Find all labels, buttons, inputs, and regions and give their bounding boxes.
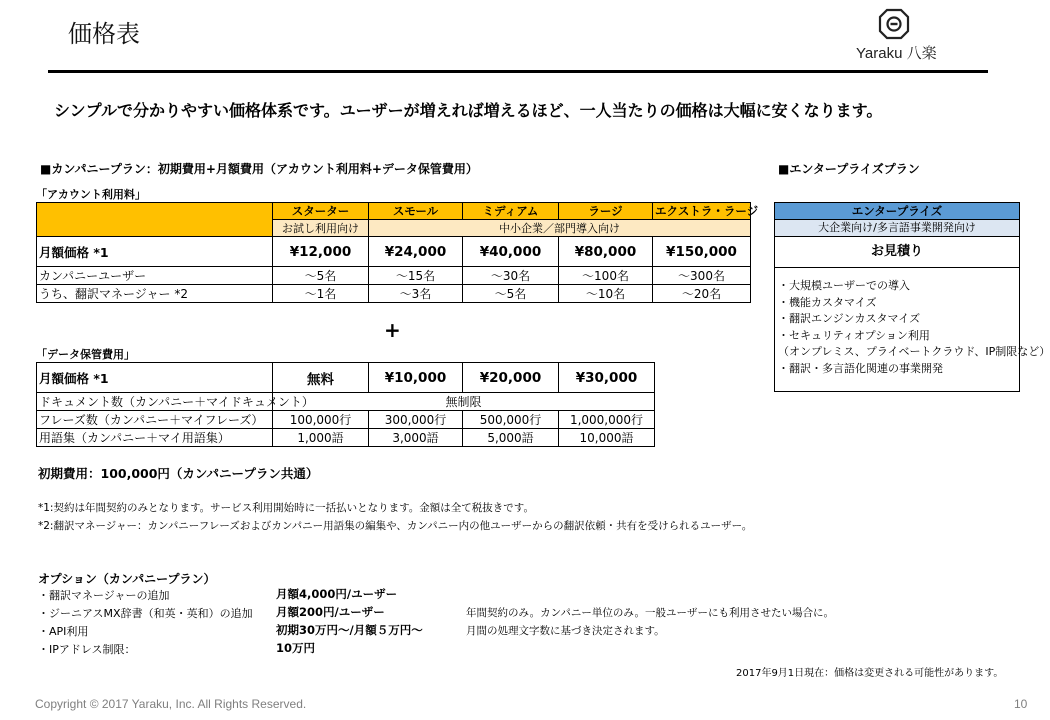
account-fee-table — [36, 202, 759, 303]
page-number: 10 — [1014, 697, 1028, 711]
table-cell: ～1名 — [273, 285, 369, 303]
tier-target: 中小企業／部門導入向け — [369, 220, 751, 237]
header-divider — [48, 70, 988, 73]
table-cell: ～100名 — [559, 267, 653, 285]
table-cell: 5,000語 — [463, 429, 559, 447]
table-cell: ～300名 — [653, 267, 751, 285]
table-cell: ¥80,000 — [559, 237, 653, 267]
option-price: 月額4,000円/ユーザー — [276, 587, 398, 601]
list-item: ・翻訳・多言語化関連の事業開発 — [778, 361, 943, 375]
storage-fee-label: 「データ保管費用」 — [36, 348, 135, 361]
enterprise-feature-list — [775, 268, 1050, 377]
date-note: 2017年9月1日現在：価格は変更される可能性があります。 — [736, 668, 1004, 679]
table-cell: ¥40,000 — [463, 237, 559, 267]
table-cell: 300,000行 — [369, 411, 463, 429]
storage-fee-table — [36, 362, 655, 447]
row-label: 月額価格 *1 — [37, 363, 273, 393]
row-label: ドキュメント数（カンパニー＋マイドキュメント） — [37, 393, 273, 411]
list-item: （オンプレミス、プライベートクラウド、IP制限など） — [778, 345, 1050, 358]
list-item: ・翻訳エンジンカスタマイズ — [778, 312, 921, 325]
option-price: 初期30万円～/月額５万円～ — [276, 623, 423, 637]
enterprise-target: 大企業向け/多言語事業開発向け — [775, 220, 1019, 237]
table-cell: 500,000行 — [463, 411, 559, 429]
copyright-text: Copyright © 2017 Yaraku, Inc. All Rights Reserved. — [35, 697, 307, 711]
table-cell: ¥150,000 — [653, 237, 751, 267]
option-price: 10万円 — [276, 641, 316, 655]
table-cell: ¥10,000 — [369, 363, 463, 393]
table-cell: 3,000語 — [369, 429, 463, 447]
tier-header: ラージ — [559, 203, 653, 220]
tier-header: エクストラ・ラージ — [653, 203, 751, 220]
initial-fee: 初期費用：100,000円（カンパニープラン共通） — [38, 466, 319, 481]
page-title: 価格表 — [68, 20, 140, 48]
table-cell: ～5名 — [273, 267, 369, 285]
footnote: *1:契約は年間契約のみとなります。サービス利用開始時に一括払いとなります。金額は全て税抜きです。 — [38, 502, 534, 514]
option-note: 年間契約のみ。カンパニー単位のみ。一般ユーザーにも利用させたい場合に。 — [466, 607, 835, 619]
table-cell: 10,000語 — [559, 429, 655, 447]
option-name: ・ジーニアスMX辞書（和英・英和）の追加 — [38, 607, 253, 620]
table-cell: ¥20,000 — [463, 363, 559, 393]
table-corner — [37, 203, 273, 237]
footnote: *2:翻訳マネージャー：カンパニーフレーズおよびカンパニー用語集の編集や、カンパニー内の他ユーザーからの翻訳依頼・共有を受けられるユーザー。 — [38, 520, 753, 532]
option-name: ・IPアドレス制限： — [38, 643, 136, 656]
list-item: ・セキュリティオプション利用 — [778, 328, 930, 342]
company-plan-title: ■カンパニープラン：初期費用+月額費用（アカウント利用料+データ保管費用） — [40, 162, 478, 176]
table-cell: 無料 — [273, 363, 369, 393]
row-label: 月額価格 *1 — [37, 237, 273, 267]
enterprise-plan-box — [774, 202, 1050, 392]
table-cell: ～20名 — [653, 285, 751, 303]
table-cell: 100,000行 — [273, 411, 369, 429]
options-title: オプション（カンパニープラン） — [38, 572, 216, 586]
page-subtitle: シンプルで分かりやすい価格体系です。ユーザーが増えれば増えるほど、一人当たりの価格は大幅に安くなります。 — [54, 101, 883, 120]
row-label: カンパニーユーザー — [37, 267, 273, 285]
table-cell: ¥30,000 — [559, 363, 655, 393]
table-cell: ～10名 — [559, 285, 653, 303]
list-item: ・機能カスタマイズ — [778, 295, 877, 309]
enterprise-plan-title: ■エンタープライズプラン — [778, 162, 920, 176]
table-cell: 1,000語 — [273, 429, 369, 447]
tier-target: お試し利用向け — [273, 220, 369, 237]
list-item: ・大規模ユーザーでの導入 — [778, 279, 910, 292]
table-cell: ～5名 — [463, 285, 559, 303]
enterprise-price: お見積り — [775, 237, 1019, 268]
tier-header: スモール — [369, 203, 463, 220]
option-name: ・API利用 — [38, 625, 89, 638]
plus-sign: + — [384, 318, 401, 342]
option-price: 月額200円/ユーザー — [276, 605, 385, 619]
table-cell: ～15名 — [369, 267, 463, 285]
table-cell: ¥12,000 — [273, 237, 369, 267]
table-cell: 無制限 — [273, 393, 655, 411]
yaraku-logo-icon — [878, 8, 910, 40]
table-cell: ～3名 — [369, 285, 463, 303]
row-label: フレーズ数（カンパニー＋マイフレーズ） — [37, 411, 273, 429]
row-label: 用語集（カンパニー＋マイ用語集） — [37, 429, 273, 447]
logo-text: Yaraku 八楽 — [856, 45, 937, 62]
option-name: ・翻訳マネージャーの追加 — [38, 589, 170, 602]
account-fee-label: 「アカウント利用料」 — [36, 188, 146, 201]
option-note: 月間の処理文字数に基づき決定されます。 — [466, 625, 665, 637]
tier-header: スターター — [273, 203, 369, 220]
table-cell: ～30名 — [463, 267, 559, 285]
row-label: うち、翻訳マネージャー *2 — [37, 285, 273, 303]
table-cell: 1,000,000行 — [559, 411, 655, 429]
table-cell: ¥24,000 — [369, 237, 463, 267]
enterprise-header: エンタープライズ — [775, 203, 1019, 220]
tier-header: ミディアム — [463, 203, 559, 220]
